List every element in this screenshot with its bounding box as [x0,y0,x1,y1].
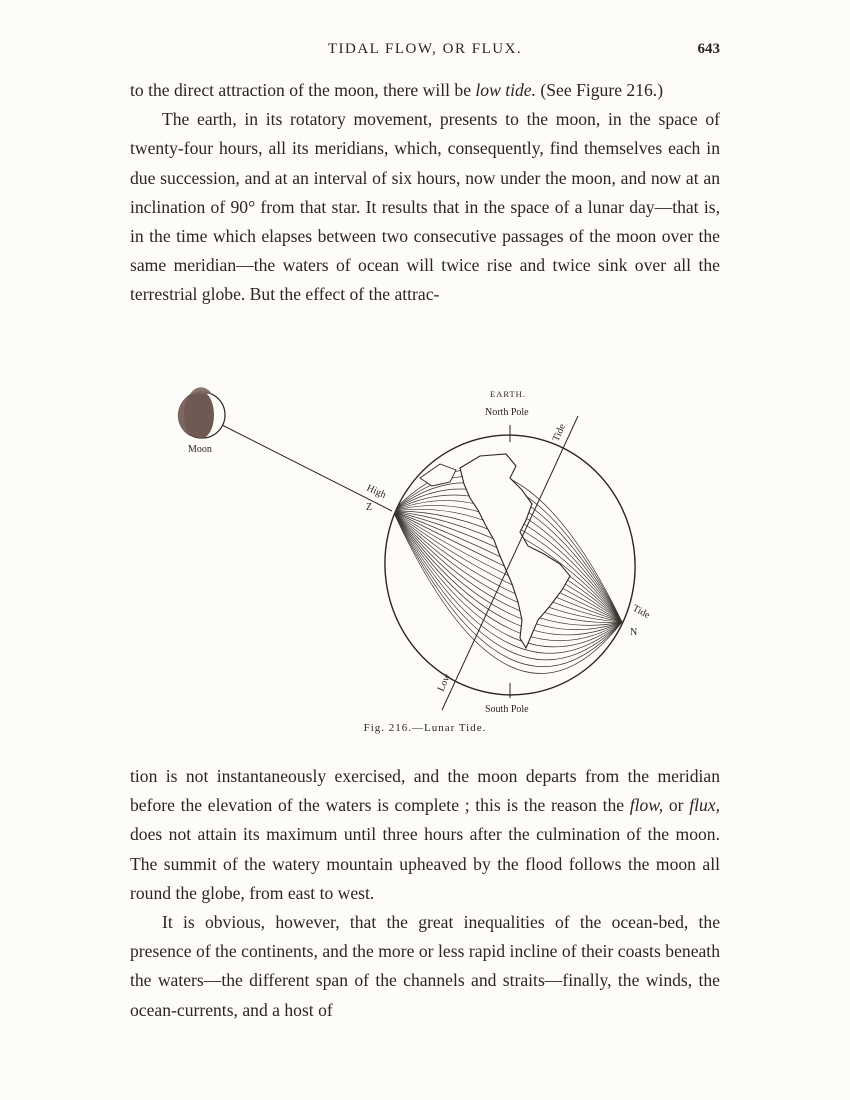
tide-top-label: Tide [550,422,569,444]
n-label: N [630,627,638,638]
lunar-tide-illustration [160,380,700,755]
low-label: Low [435,671,454,694]
paragraph-3-emphasis-flow: flow, [629,795,664,816]
page-number: 643 [697,41,720,57]
figure-lunar-tide [160,380,700,755]
paragraph-3-emphasis-flux: flux, [689,795,721,816]
moon-icon [178,387,225,438]
paragraph-3-text-mid: or [663,795,690,816]
paragraph-2: The earth, in its rotatory movement, presents to the moon, in the space of twenty-four hours, all its meridians, which, consequently, find themselves each in due succession, and at an interval of six hours, now under the moon, and now at an inclination of 90° from that star. It results that in the space of a lunar day—that is, in the time which elapses between two consecutive passages of the moon over the same meridian—the waters of ocean will twice rise and twice sink over all the terrestrial globe. But the effect of the attrac- [130,109,720,305]
text-block-top [130,76,720,310]
running-title: TIDAL FLOW, OR FLUX. [327,41,523,57]
z-label: Z [366,502,373,513]
south-pole-label: South Pole [485,704,529,715]
earth-label: EARTH. [490,389,526,399]
paragraph-1-text-b: (See Figure 216.) [536,80,664,100]
running-header [130,38,720,62]
paragraph-4: It is obvious, however, that the great inequalities of the ocean-bed, the presence of the continents, and the more or less rapid incline of their coasts beneath the waters—the different span of the channels and straits—finally, the winds, the ocean-currents, and a host of [130,912,720,1020]
figure-caption: Fig. 216.—Lunar Tide. [363,722,487,734]
moon-earth-line [222,425,392,511]
high-label: High [364,482,388,501]
paragraph-3-text-a: tion is not instantaneously exercised, and the moon departs from the meridian before the elevation of the waters is complete ; this is the reason the [130,766,720,816]
paragraph-1-text-a: to the direct attraction of the moon, there will be [130,80,476,100]
north-pole-label: North Pole [485,407,529,418]
moon-label: Moon [188,444,212,455]
text-block-bottom [130,762,720,1025]
tide-right-label: Tide [630,602,652,622]
paragraph-1-emphasis: low tide. [475,80,537,100]
paragraph-3 [130,762,720,908]
paragraph-1 [130,76,720,105]
paragraph-3-text-b: does not attain its maximum until three hours after the culmination of the moon. The summit of the watery mountain upheaved by the flood follows the moon all round the globe, from east to west. [130,824,720,903]
